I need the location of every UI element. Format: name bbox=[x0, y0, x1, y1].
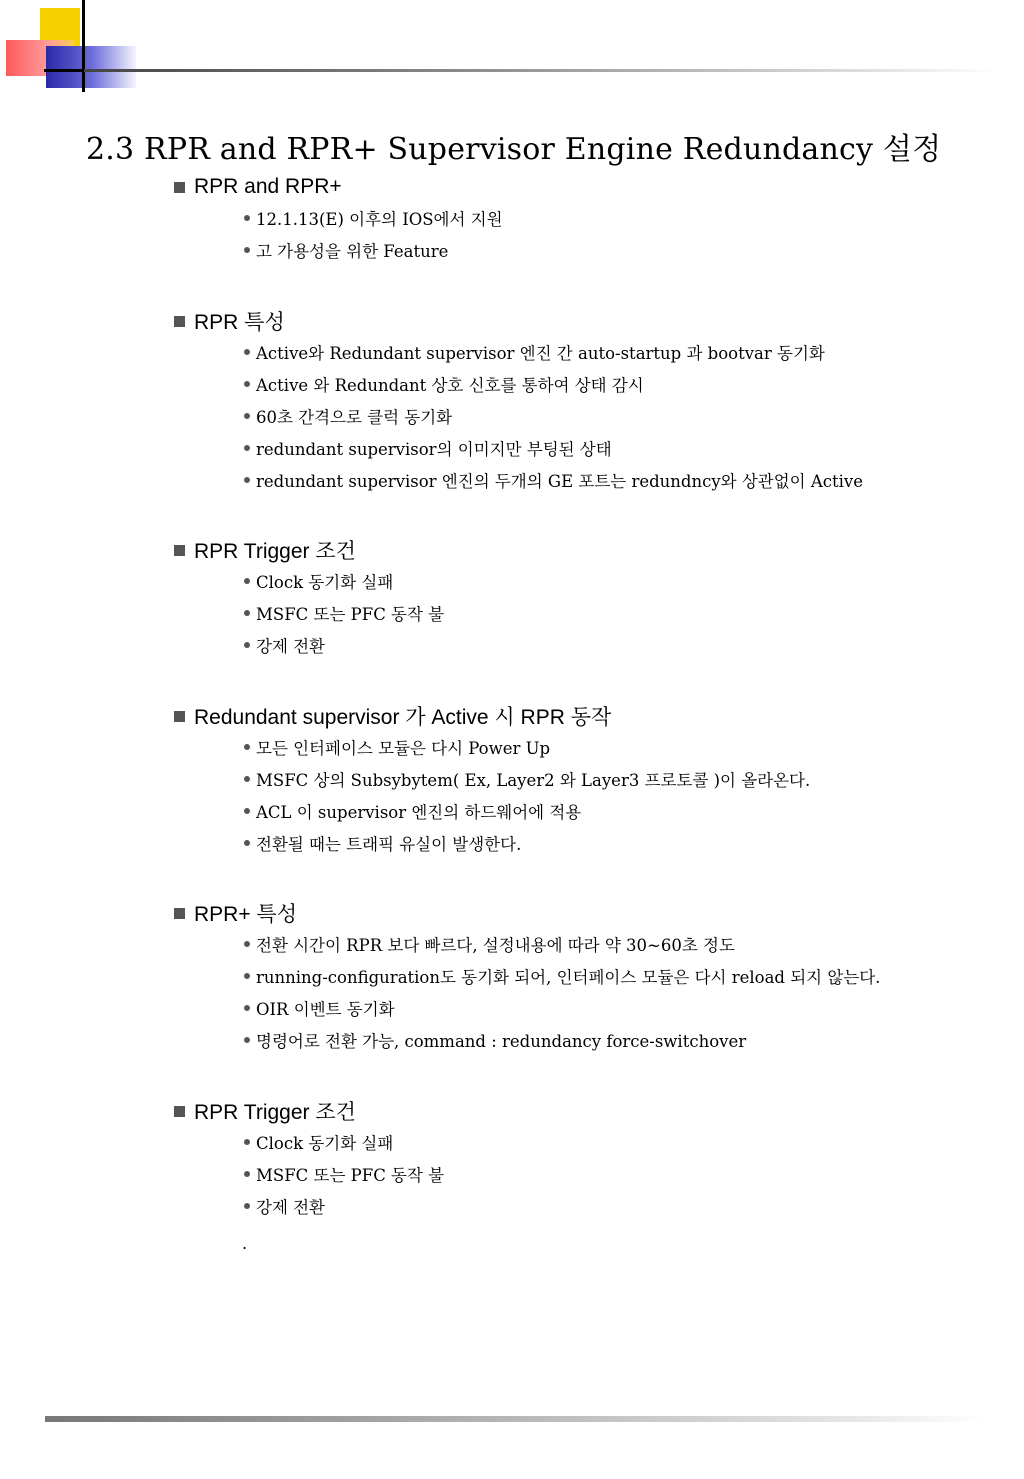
round-bullet-icon bbox=[244, 477, 250, 483]
header-rule bbox=[84, 69, 999, 72]
section-rpr-plus-features bbox=[174, 898, 880, 1056]
list-item: 12.1.13(E) 이후의 IOS에서 지원 bbox=[174, 202, 503, 234]
section-redundant-active bbox=[174, 701, 810, 859]
section-rpr-and-rpr-plus bbox=[174, 172, 503, 266]
square-bullet-icon bbox=[174, 908, 185, 919]
section-heading: RPR and RPR+ bbox=[194, 175, 342, 198]
square-bullet-icon bbox=[174, 711, 185, 722]
round-bullet-icon bbox=[244, 610, 250, 616]
list-item: running-configuration도 동기화 되어, 인터페이스 모듈은 다시 reload 되지 않는다. bbox=[174, 960, 880, 992]
round-bullet-icon bbox=[244, 973, 250, 979]
round-bullet-icon bbox=[244, 381, 250, 387]
list-item: 전환될 때는 트래픽 유실이 발생한다. bbox=[174, 827, 810, 859]
list-item: 강제 전환 bbox=[174, 629, 444, 661]
round-bullet-icon bbox=[244, 445, 250, 451]
list-item: OIR 이벤트 동기화 bbox=[174, 992, 880, 1024]
list-item: Clock 동기화 실패 bbox=[174, 565, 444, 597]
round-bullet-icon bbox=[244, 578, 250, 584]
section-heading: RPR Trigger 조건 bbox=[194, 1101, 356, 1124]
section-heading: RPR Trigger 조건 bbox=[194, 540, 356, 563]
list-item: 고 가용성을 위한 Feature bbox=[174, 234, 503, 266]
list-item: 모든 인터페이스 모듈은 다시 Power Up bbox=[174, 731, 810, 763]
round-bullet-icon bbox=[244, 808, 250, 814]
square-bullet-icon bbox=[174, 545, 185, 556]
footer-rule bbox=[45, 1416, 985, 1422]
round-bullet-icon bbox=[244, 1203, 250, 1209]
list-item: 60초 간격으로 클럭 동기화 bbox=[174, 400, 863, 432]
section-rpr-trigger-2 bbox=[174, 1096, 444, 1222]
page-title: 2.3 RPR and RPR+ Supervisor Engine Redundancy 설정 bbox=[86, 132, 942, 167]
corner-logo bbox=[0, 0, 150, 100]
round-bullet-icon bbox=[244, 1171, 250, 1177]
logo-vertical-line bbox=[82, 0, 85, 92]
round-bullet-icon bbox=[244, 840, 250, 846]
section-heading: RPR+ 특성 bbox=[194, 903, 298, 926]
round-bullet-icon bbox=[244, 642, 250, 648]
logo-horizontal-line bbox=[44, 69, 84, 72]
square-bullet-icon bbox=[174, 1106, 185, 1117]
list-item: 전환 시간이 RPR 보다 빠르다, 설정내용에 따라 약 30~60초 정도 bbox=[174, 928, 880, 960]
list-item: MSFC 상의 Subsybytem( Ex, Layer2 와 Layer3 프로토콜 )이 올라온다. bbox=[174, 763, 810, 795]
list-item: ACL 이 supervisor 엔진의 하드웨어에 적용 bbox=[174, 795, 810, 827]
square-bullet-icon bbox=[174, 182, 185, 193]
section-rpr-features bbox=[174, 306, 863, 496]
trailing-period: . bbox=[242, 1234, 248, 1253]
list-item: redundant supervisor의 이미지만 부팅된 상태 bbox=[174, 432, 863, 464]
list-item: Active 와 Redundant 상호 신호를 통하여 상태 감시 bbox=[174, 368, 863, 400]
section-rpr-trigger bbox=[174, 535, 444, 661]
round-bullet-icon bbox=[244, 349, 250, 355]
round-bullet-icon bbox=[244, 215, 250, 221]
round-bullet-icon bbox=[244, 1005, 250, 1011]
square-bullet-icon bbox=[174, 316, 185, 327]
list-item: Active와 Redundant supervisor 엔진 간 auto-startup 과 bootvar 동기화 bbox=[174, 336, 863, 368]
round-bullet-icon bbox=[244, 413, 250, 419]
logo-blue-block bbox=[46, 46, 136, 88]
list-item: 강제 전환 bbox=[174, 1190, 444, 1222]
round-bullet-icon bbox=[244, 247, 250, 253]
list-item: 명령어로 전환 가능, command : redundancy force-switchover bbox=[174, 1024, 880, 1056]
list-item: Clock 동기화 실패 bbox=[174, 1126, 444, 1158]
round-bullet-icon bbox=[244, 744, 250, 750]
list-item: MSFC 또는 PFC 동작 불 bbox=[174, 1158, 444, 1190]
list-item: redundant supervisor 엔진의 두개의 GE 포트는 redundncy와 상관없이 Active bbox=[174, 464, 863, 496]
round-bullet-icon bbox=[244, 1037, 250, 1043]
round-bullet-icon bbox=[244, 1139, 250, 1145]
section-heading: RPR 특성 bbox=[194, 311, 285, 334]
list-item: MSFC 또는 PFC 동작 불 bbox=[174, 597, 444, 629]
round-bullet-icon bbox=[244, 941, 250, 947]
round-bullet-icon bbox=[244, 776, 250, 782]
section-heading: Redundant supervisor 가 Active 시 RPR 동작 bbox=[194, 706, 612, 729]
